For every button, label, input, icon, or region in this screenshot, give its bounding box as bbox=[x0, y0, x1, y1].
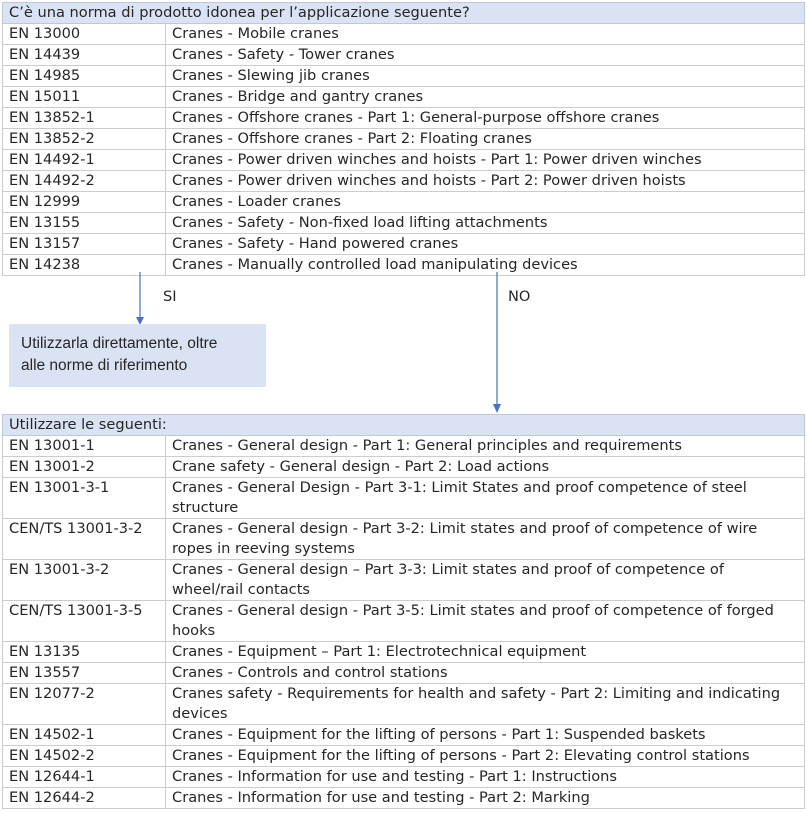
standard-code: EN 14985 bbox=[3, 66, 166, 87]
table-row bbox=[3, 192, 805, 213]
standard-title: Cranes - Offshore cranes - Part 1: General-purpose offshore cranes bbox=[166, 108, 805, 129]
standard-code: EN 14492-1 bbox=[3, 150, 166, 171]
table-row bbox=[3, 87, 805, 108]
standard-title: Cranes - Safety - Tower cranes bbox=[166, 45, 805, 66]
yes-note-box bbox=[9, 324, 266, 387]
table-row bbox=[3, 684, 805, 725]
standard-code: EN 13155 bbox=[3, 213, 166, 234]
standard-code: EN 13135 bbox=[3, 642, 166, 663]
standard-title: Cranes - Equipment – Part 1: Electrotechnical equipment bbox=[166, 642, 805, 663]
standard-title: Cranes safety - Requirements for health and safety - Part 2: Limiting and indicating devices bbox=[166, 684, 805, 725]
table-row bbox=[3, 457, 805, 478]
standard-title: Cranes - Mobile cranes bbox=[166, 24, 805, 45]
standard-code: EN 14238 bbox=[3, 255, 166, 276]
table-row bbox=[3, 171, 805, 192]
product-standards-table bbox=[2, 2, 805, 276]
table-row bbox=[3, 129, 805, 150]
general-standards-table bbox=[2, 414, 805, 809]
table-row bbox=[3, 66, 805, 87]
table-row bbox=[3, 436, 805, 457]
standard-title: Cranes - General design - Part 1: General principles and requirements bbox=[166, 436, 805, 457]
standard-code: EN 13001-3-2 bbox=[3, 560, 166, 601]
standard-title: Cranes - General design - Part 3-2: Limit states and proof of competence of wire ropes in reeving systems bbox=[166, 519, 805, 560]
question-header: C’è una norma di prodotto idonea per l’applicazione seguente? bbox=[3, 3, 805, 24]
table-row bbox=[3, 255, 805, 276]
standard-title: Cranes - Power driven winches and hoists - Part 1: Power driven winches bbox=[166, 150, 805, 171]
standard-code: EN 12999 bbox=[3, 192, 166, 213]
standard-code: EN 13557 bbox=[3, 663, 166, 684]
standard-code: EN 14492-2 bbox=[3, 171, 166, 192]
no-label: NO bbox=[508, 288, 531, 305]
standard-code: EN 13001-2 bbox=[3, 457, 166, 478]
standard-title: Cranes - Loader cranes bbox=[166, 192, 805, 213]
standard-title: Cranes - Power driven winches and hoists - Part 2: Power driven hoists bbox=[166, 171, 805, 192]
standard-code: EN 15011 bbox=[3, 87, 166, 108]
standard-code: EN 13157 bbox=[3, 234, 166, 255]
yes-arrow-icon bbox=[134, 272, 146, 326]
standard-code: EN 13001-3-1 bbox=[3, 478, 166, 519]
standard-title: Cranes - Equipment for the lifting of persons - Part 2: Elevating control stations bbox=[166, 746, 805, 767]
table-row bbox=[3, 150, 805, 171]
table-row bbox=[3, 788, 805, 809]
table-row bbox=[3, 234, 805, 255]
standard-title: Cranes - Information for use and testing - Part 1: Instructions bbox=[166, 767, 805, 788]
general-header-row bbox=[3, 415, 805, 436]
standard-title: Cranes - Bridge and gantry cranes bbox=[166, 87, 805, 108]
general-standards-body bbox=[3, 436, 805, 809]
table-row bbox=[3, 519, 805, 560]
table-row bbox=[3, 767, 805, 788]
standard-code: CEN/TS 13001-3-2 bbox=[3, 519, 166, 560]
standard-code: EN 12077-2 bbox=[3, 684, 166, 725]
yes-note-line: Utilizzarla direttamente, oltre bbox=[21, 335, 218, 352]
standard-title: Crane safety - General design - Part 2: Load actions bbox=[166, 457, 805, 478]
yes-note-line: alle norme di riferimento bbox=[21, 357, 188, 374]
table-row bbox=[3, 642, 805, 663]
standard-title: Cranes - Manually controlled load manipulating devices bbox=[166, 255, 805, 276]
standard-title: Cranes - General design - Part 3-5: Limit states and proof of competence of forged hooks bbox=[166, 601, 805, 642]
yes-label: SI bbox=[163, 288, 177, 305]
standard-code: EN 13852-1 bbox=[3, 108, 166, 129]
question-header-row bbox=[3, 3, 805, 24]
table-row bbox=[3, 213, 805, 234]
standard-title: Cranes - Safety - Non-fixed load lifting attachments bbox=[166, 213, 805, 234]
standard-code: EN 14502-1 bbox=[3, 725, 166, 746]
standard-code: EN 12644-2 bbox=[3, 788, 166, 809]
general-header: Utilizzare le seguenti: bbox=[3, 415, 805, 436]
standard-code: EN 14502-2 bbox=[3, 746, 166, 767]
table-row bbox=[3, 560, 805, 601]
standard-title: Cranes - General design – Part 3-3: Limit states and proof of competence of wheel/rail contacts bbox=[166, 560, 805, 601]
standard-code: CEN/TS 13001-3-5 bbox=[3, 601, 166, 642]
standard-title: Cranes - Slewing jib cranes bbox=[166, 66, 805, 87]
table-row bbox=[3, 725, 805, 746]
standard-title: Cranes - Offshore cranes - Part 2: Floating cranes bbox=[166, 129, 805, 150]
table-row bbox=[3, 108, 805, 129]
standard-code: EN 13001-1 bbox=[3, 436, 166, 457]
product-standards-body bbox=[3, 24, 805, 276]
table-row bbox=[3, 24, 805, 45]
standard-code: EN 13852-2 bbox=[3, 129, 166, 150]
standard-title: Cranes - Controls and control stations bbox=[166, 663, 805, 684]
table-row bbox=[3, 478, 805, 519]
table-row bbox=[3, 663, 805, 684]
standard-title: Cranes - Equipment for the lifting of persons - Part 1: Suspended baskets bbox=[166, 725, 805, 746]
standard-title: Cranes - General Design - Part 3-1: Limit States and proof competence of steel structure bbox=[166, 478, 805, 519]
table-row bbox=[3, 45, 805, 66]
standard-code: EN 14439 bbox=[3, 45, 166, 66]
table-row bbox=[3, 746, 805, 767]
standard-code: EN 13000 bbox=[3, 24, 166, 45]
table-row bbox=[3, 601, 805, 642]
standard-title: Cranes - Safety - Hand powered cranes bbox=[166, 234, 805, 255]
no-arrow-icon bbox=[491, 272, 503, 414]
standard-title: Cranes - Information for use and testing - Part 2: Marking bbox=[166, 788, 805, 809]
standard-code: EN 12644-1 bbox=[3, 767, 166, 788]
